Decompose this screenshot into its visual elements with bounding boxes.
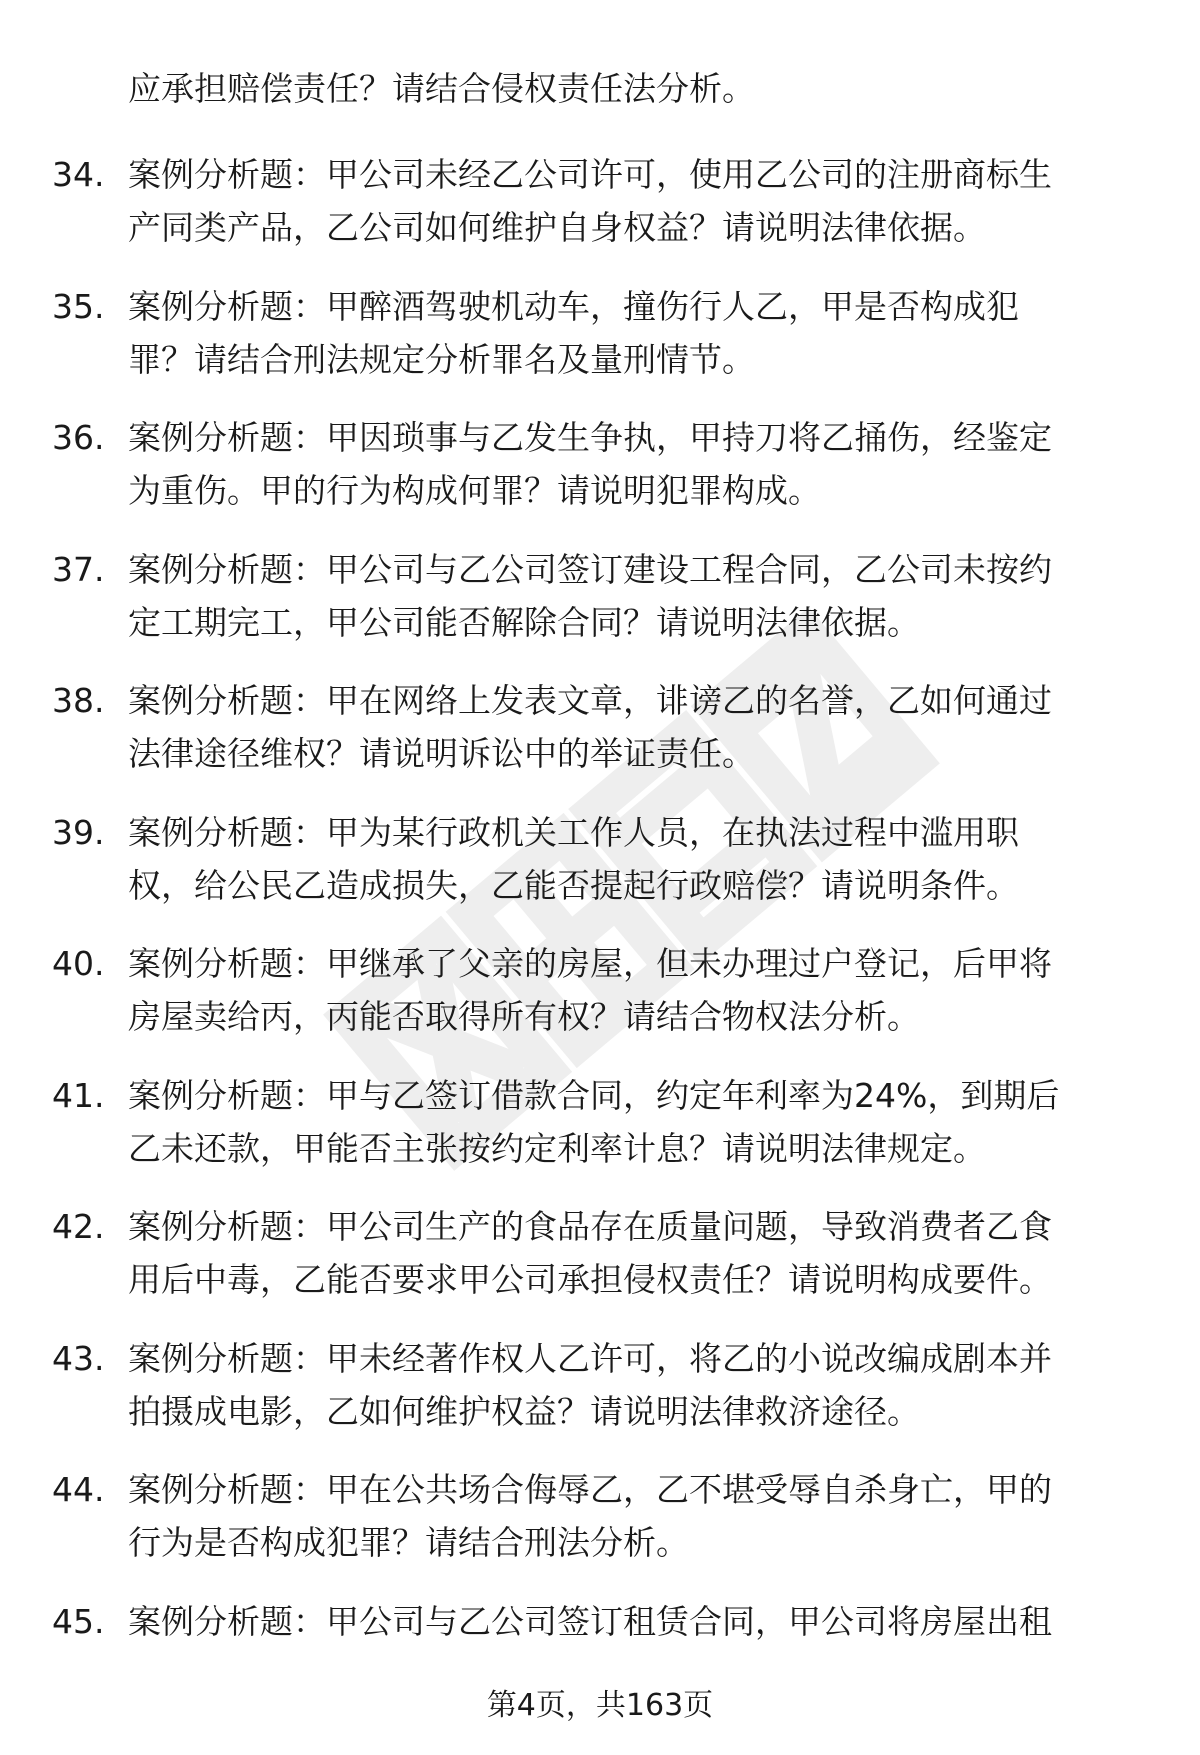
question-text-line: 用后中毒，乙能否要求甲公司承担侵权责任？请说明构成要件。	[128, 1260, 1052, 1299]
question-text	[128, 1069, 1138, 1175]
question-number: 44.	[52, 1470, 105, 1509]
question-item	[0, 1332, 1200, 1464]
question-number: 45.	[52, 1601, 105, 1641]
question-text	[128, 411, 1138, 517]
question-number: 36.	[52, 418, 105, 457]
question-text-line: 案例分析题：甲为某行政机关工作人员，在执法过程中滥用职	[128, 812, 1019, 852]
question-number: 41.	[52, 1075, 105, 1115]
question-text-line: 拍摄成电影，乙如何维护权益？请说明法律救济途径。	[128, 1391, 920, 1431]
question-text-line: 权，给公民乙造成损失，乙能否提起行政赔偿？请说明条件。	[128, 865, 1019, 905]
question-number: 35.	[52, 286, 105, 326]
continuation-line: 应承担赔偿责任？请结合侵权责任法分析。	[128, 69, 755, 108]
question-text-line: 房屋卖给丙，丙能否取得所有权？请结合物权法分析。	[128, 997, 920, 1036]
question-item	[0, 1069, 1200, 1201]
question-text	[128, 543, 1138, 649]
question-item	[0, 1200, 1200, 1332]
question-text-line: 案例分析题：甲在网络上发表文章，诽谤乙的名誉，乙如何通过	[128, 681, 1052, 720]
question-text-line: 罪？请结合刑法规定分析罪名及量刑情节。	[128, 339, 755, 379]
question-text	[128, 1332, 1138, 1438]
question-text-line: 案例分析题：甲公司生产的食品存在质量问题，导致消费者乙食	[128, 1207, 1052, 1246]
question-text	[128, 806, 1138, 912]
question-text	[128, 1463, 1138, 1569]
question-item	[0, 543, 1200, 675]
question-number: 38.	[52, 681, 105, 720]
question-text	[128, 674, 1138, 780]
question-text-line: 案例分析题：甲未经著作权人乙许可，将乙的小说改编成剧本并	[128, 1338, 1052, 1378]
question-text-line: 行为是否构成犯罪？请结合刑法分析。	[128, 1523, 689, 1562]
question-text-line: 案例分析题：甲醉酒驾驶机动车，撞伤行人乙，甲是否构成犯	[128, 286, 1019, 326]
question-text	[128, 280, 1138, 386]
question-number: 40.	[52, 944, 105, 983]
question-text-line: 案例分析题：甲公司与乙公司签订租赁合同，甲公司将房屋出租	[128, 1601, 1052, 1641]
question-text-line: 乙未还款，甲能否主张按约定利率计息？请说明法律规定。	[128, 1128, 986, 1168]
question-item	[0, 674, 1200, 806]
question-item	[0, 1463, 1200, 1595]
question-number: 39.	[52, 812, 105, 852]
question-number: 42.	[52, 1207, 105, 1246]
question-text-line: 案例分析题：甲与乙签订借款合同，约定年利率为24%，到期后	[128, 1075, 1060, 1115]
question-text	[128, 1200, 1138, 1306]
question-text-line: 案例分析题：甲在公共场合侮辱乙，乙不堪受辱自杀身亡，甲的	[128, 1470, 1052, 1509]
question-text-line: 案例分析题：甲因琐事与乙发生争执，甲持刀将乙捅伤，经鉴定	[128, 418, 1052, 457]
question-number: 37.	[52, 549, 105, 589]
question-item	[0, 806, 1200, 938]
question-item	[0, 937, 1200, 1069]
question-text	[128, 1595, 1138, 1648]
question-text	[128, 937, 1138, 1043]
question-item	[0, 148, 1200, 280]
question-text-line: 案例分析题：甲公司与乙公司签订建设工程合同，乙公司未按约	[128, 549, 1052, 589]
question-text-line: 法律途径维权？请说明诉讼中的举证责任。	[128, 734, 755, 773]
page-footer: 第4页，共163页	[486, 1688, 714, 1723]
question-text-line: 案例分析题：甲公司未经乙公司许可，使用乙公司的注册商标生	[128, 155, 1052, 194]
question-text-line: 定工期完工，甲公司能否解除合同？请说明法律依据。	[128, 602, 920, 642]
question-number: 34.	[52, 155, 105, 194]
question-item	[0, 280, 1200, 412]
question-text-line: 为重伤。甲的行为构成何罪？请说明犯罪构成。	[128, 471, 821, 510]
question-number: 43.	[52, 1338, 105, 1378]
question-item	[0, 411, 1200, 543]
question-list	[0, 148, 1200, 1726]
question-text-line: 产同类产品，乙公司如何维护自身权益？请说明法律依据。	[128, 208, 986, 247]
question-text	[128, 148, 1138, 254]
question-text-line: 案例分析题：甲继承了父亲的房屋，但未办理过户登记，后甲将	[128, 944, 1052, 983]
